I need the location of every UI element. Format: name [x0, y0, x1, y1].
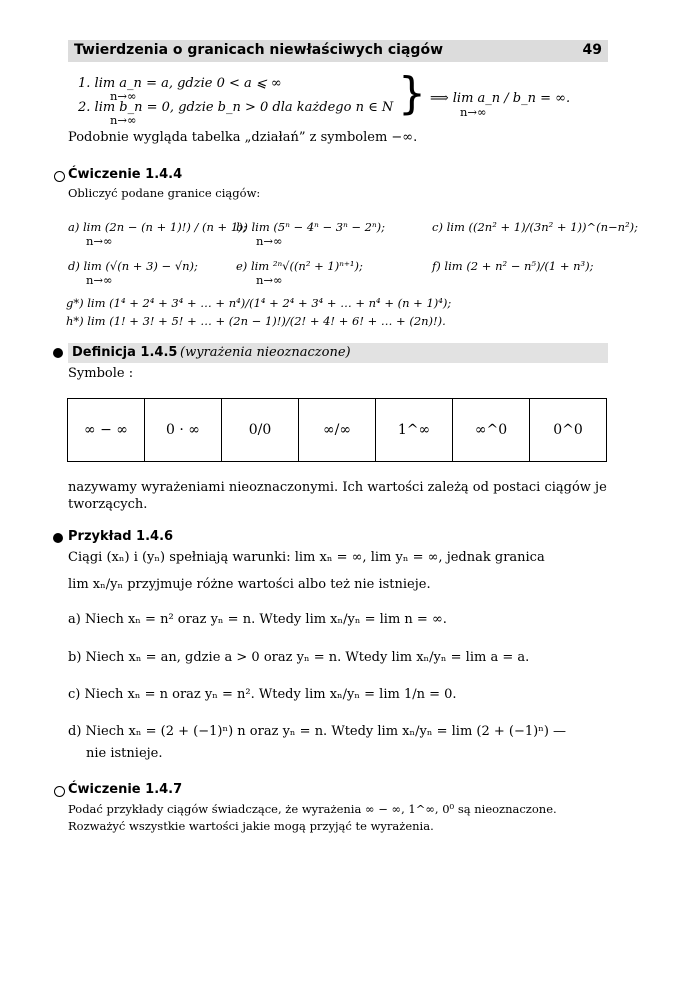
table-cell: 1^∞: [376, 399, 453, 462]
exercise-item-b: b) lim (5ⁿ − 4ⁿ − 3ⁿ − 2ⁿ);: [236, 220, 386, 234]
page-number: 49: [582, 42, 602, 58]
exercise-item-e: e) lim ²ⁿ√((n² + 1)ⁿ⁺¹);: [236, 259, 363, 273]
exercise-item-c: c) lim ((2n² + 1)/(3n² + 1))^(n−n²);: [432, 220, 639, 234]
exercise-item-h: h*) lim (1! + 3! + 5! + … + (2n − 1)!)/(2! + 4! + 6! + … + (2n)!).: [66, 314, 446, 328]
theorem-item-1: 1. lim a_n = a, gdzie 0 < a ⩽ ∞: [78, 76, 282, 91]
example-bullet-icon: [53, 533, 63, 543]
example-case-d: d) Niech xₙ = (2 + (−1)ⁿ) n oraz yₙ = n. Wtedy lim xₙ/yₙ = lim (2 + (−1)ⁿ) —: [68, 724, 567, 739]
example-case-b: b) Niech xₙ = an, gdzie a > 0 oraz yₙ = n. Wtedy lim xₙ/yₙ = lim a = a.: [68, 650, 530, 665]
running-header: [68, 40, 608, 62]
table-cell: ∞/∞: [299, 399, 376, 462]
table-cell: ∞ − ∞: [68, 399, 145, 462]
theorem-conclusion-sub: n→∞: [460, 105, 487, 119]
example-case-c: c) Niech xₙ = n oraz yₙ = n². Wtedy lim xₙ/yₙ = lim 1/n = 0.: [68, 687, 457, 702]
exercise-item-d: d) lim (√(n + 3) − √n);: [68, 259, 198, 273]
theorem-item-1-sub: n→∞: [110, 89, 137, 103]
definition-text-1: nazywamy wyrażeniami nieoznaczonymi. Ich wartości zależą od postaci ciągów je: [68, 480, 607, 495]
table-row: [68, 399, 607, 462]
definition-heading: Definicja 1.4.5: [72, 345, 178, 360]
exercise-1-4-4-intro: Obliczyć podane granice ciągów:: [68, 186, 261, 200]
table-cell: ∞^0: [453, 399, 530, 462]
exercise-1-4-4-heading: Ćwiczenie 1.4.4: [68, 167, 183, 182]
theorem-item-2-sub: n→∞: [110, 113, 137, 127]
exercise-circle-icon: [54, 786, 65, 797]
table-cell: 0/0: [222, 399, 299, 462]
definition-text-2: tworzących.: [68, 497, 148, 512]
header-title: Twierdzenia o granicach niewłaściwych ciągów: [74, 42, 443, 58]
table-cell: 0^0: [530, 399, 607, 462]
definition-subtitle: (wyrażenia nieoznaczone): [180, 345, 351, 360]
theorem-item-2: 2. lim b_n = 0, gdzie b_n > 0 dla każdego n ∈ N: [78, 100, 394, 115]
example-case-a: a) Niech xₙ = n² oraz yₙ = n. Wtedy lim xₙ/yₙ = lim n = ∞.: [68, 612, 447, 627]
example-line-2: lim xₙ/yₙ przyjmuje różne wartości albo też nie istnieje.: [68, 577, 431, 592]
table-cell: 0 · ∞: [145, 399, 222, 462]
example-line-1: Ciągi (xₙ) i (yₙ) spełniają warunki: lim xₙ = ∞, lim yₙ = ∞, jednak granica: [68, 550, 545, 565]
lim-sub-e: n→∞: [256, 273, 283, 287]
right-brace: }: [398, 68, 426, 119]
exercise-item-f: f) lim (2 + n² − n⁵)/(1 + n³);: [432, 259, 594, 273]
exercise-item-g: g*) lim (1⁴ + 2⁴ + 3⁴ + … + n⁴)/(1⁴ + 2⁴ + 3⁴ + … + n⁴ + (n + 1)⁴);: [66, 296, 452, 310]
lim-sub-a: n→∞: [86, 234, 113, 248]
exercise-circle-icon: [54, 171, 65, 182]
lim-sub-d: n→∞: [86, 273, 113, 287]
exercise-1-4-7-line-1: Podać przykłady ciągów świadczące, że wyrażenia ∞ − ∞, 1^∞, 0⁰ są nieoznaczone.: [68, 802, 557, 816]
symbols-label: Symbole :: [68, 366, 134, 381]
definition-bullet-icon: [53, 348, 63, 358]
exercise-item-a: a) lim (2n − (n + 1)!) / (n + 1);: [68, 220, 247, 234]
indeterminate-forms-table: [67, 398, 607, 462]
example-case-d-cont: nie istnieje.: [86, 746, 163, 761]
exercise-1-4-7-heading: Ćwiczenie 1.4.7: [68, 782, 183, 797]
example-heading: Przykład 1.4.6: [68, 529, 174, 544]
theorem-note: Podobnie wygląda tabelka „działań” z symbolem −∞.: [68, 130, 418, 145]
theorem-conclusion: ⟹ lim a_n / b_n = ∞.: [430, 91, 571, 106]
lim-sub-b: n→∞: [256, 234, 283, 248]
exercise-1-4-7-line-2: Rozważyć wszystkie wartości jakie mogą przyjąć te wyrażenia.: [68, 819, 434, 833]
